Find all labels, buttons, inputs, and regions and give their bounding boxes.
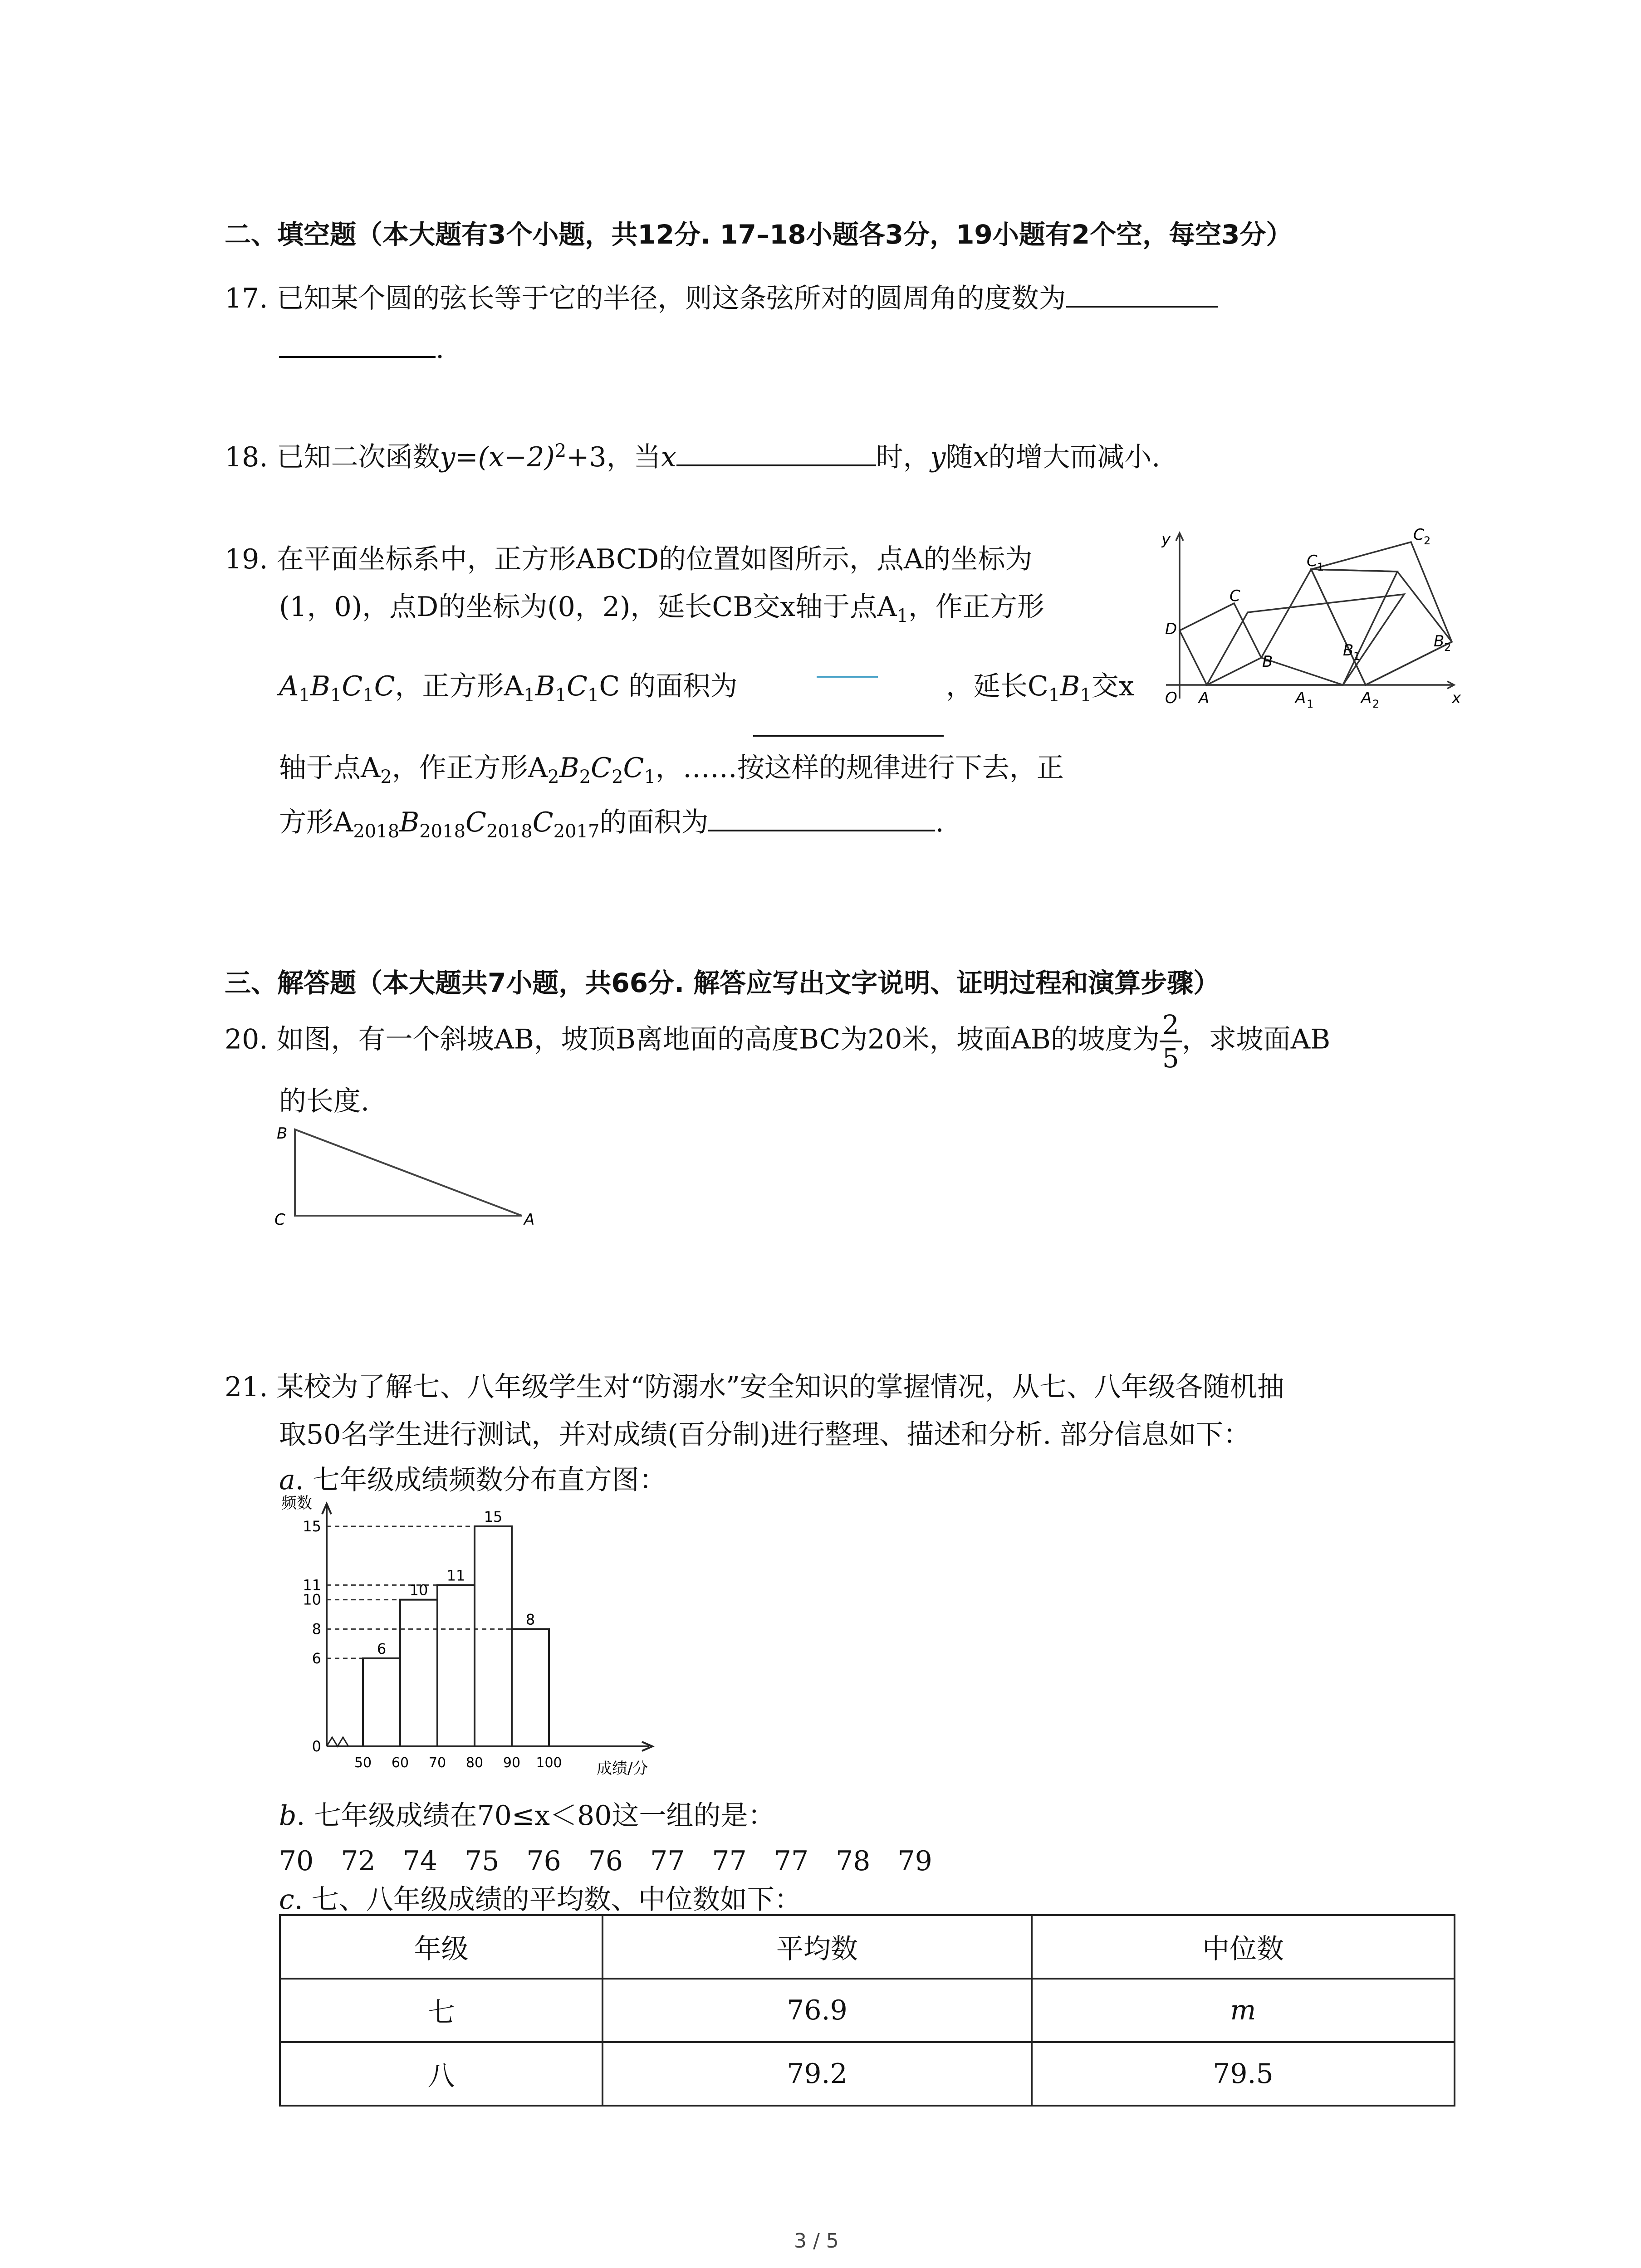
question-21-line2: 取50名学生进行测试，并对成绩(百分制)进行整理、描述和分析. 部分信息如下： — [279, 1419, 1251, 1451]
question-21-line1: 21. 某校为了解七、八年级学生对“防溺水”安全知识的掌握情况，从七、八年级各随机抽 — [225, 1371, 1284, 1403]
q18-blank[interactable] — [676, 437, 876, 466]
histogram-data-label: 15 — [484, 1508, 503, 1525]
histogram-xlabel: 成绩/分 — [597, 1760, 648, 1778]
q19-blank-2[interactable] — [708, 802, 935, 831]
question-21-b: b. 七年级成绩在70≤x＜80这一组的是： — [279, 1800, 775, 1832]
svg-text:B: B — [1343, 641, 1354, 660]
square-ABCD — [1180, 603, 1261, 685]
svg-text:A: A — [1295, 689, 1306, 707]
question-19-line2: (1，0)，点D的坐标为(0，2)，延长CB交x轴于点$A_1$，作正方形 — [279, 591, 1045, 626]
histogram-y-tick: 6 — [312, 1650, 321, 1667]
question-19-line5: 方形$A_{2018}B_{2018}C_{2018}C_{2017}$的面积为 . — [279, 801, 944, 842]
question-20: 20. 如图，有一个斜坡AB，坡顶B离地面的高度BC为20米，坡面AB的坡度为 $\frac{2}{5}$ ，求坡面AB — [225, 1009, 1331, 1074]
table-header: 平均数 — [603, 1915, 1032, 1979]
histogram-x-tick: 80 — [465, 1755, 484, 1771]
question-21-a: a. 七年级成绩频数分布直方图： — [279, 1464, 666, 1496]
section-2-title: 二、填空题（本大题有3个小题，共12分. 17–18小题各3分，19小题有2个空，每空3分） — [225, 219, 1293, 250]
histogram-x-tick: 50 — [354, 1755, 372, 1771]
svg-text:1: 1 — [1307, 698, 1314, 708]
table-cell: 79.2 — [603, 2042, 1032, 2106]
svg-text:2: 2 — [1372, 698, 1380, 708]
q17-number: 17. — [225, 283, 268, 314]
q17-blank-2[interactable] — [279, 329, 436, 358]
svg-text:1: 1 — [1317, 561, 1324, 573]
grade7-histogram — [272, 1492, 681, 1783]
svg-text:C: C — [1230, 587, 1240, 605]
table-header-row — [280, 1915, 1455, 1979]
histogram-bar — [512, 1629, 549, 1746]
question-20-line2: 的长度. — [279, 1085, 370, 1117]
table-header: 中位数 — [1032, 1915, 1455, 1979]
svg-text:A: A — [524, 1211, 535, 1229]
scores-table — [279, 1914, 1455, 2107]
svg-text:C: C — [274, 1211, 285, 1229]
table-row — [280, 2042, 1455, 2106]
histogram-bar — [437, 1585, 475, 1746]
q17-text: 已知某个圆的弦长等于它的半径，则这条弦所对的圆周角的度数为 — [276, 283, 1066, 314]
question-19-line1: 19. 在平面坐标系中，正方形ABCD的位置如图所示，点A的坐标为 — [225, 543, 1033, 575]
table-cell: 79.5 — [1032, 2042, 1455, 2106]
table-cell: 76.9 — [603, 1979, 1032, 2042]
table-cell: 七 — [280, 1979, 603, 2042]
svg-text:O: O — [1165, 689, 1177, 707]
histogram-y-tick: 10 — [303, 1591, 321, 1608]
svg-text:1: 1 — [1353, 650, 1361, 663]
histogram-y-tick: 15 — [303, 1518, 321, 1535]
table-cell: m — [1032, 1979, 1455, 2042]
section-3-title: 三、解答题（本大题共7小题，共66分. 解答应写出文字说明、证明过程和演算步骤） — [225, 968, 1220, 998]
q19-blank-1[interactable] — [753, 735, 944, 737]
table-cell: 八 — [280, 2042, 603, 2106]
table-row — [280, 1979, 1455, 2042]
question-17 — [225, 277, 1218, 316]
histogram-y-tick: 11 — [303, 1576, 321, 1594]
histogram-x-tick: 70 — [428, 1755, 446, 1771]
histogram-bar — [400, 1600, 437, 1746]
q17-blank-1[interactable] — [1066, 279, 1218, 308]
question-19-line4: 轴于点$A_2$，作正方形$A_2B_2C_2C_1$，……按这样的规律进行下去，正 — [279, 752, 1064, 787]
page-number: 3 / 5 — [794, 2229, 839, 2253]
histogram-data-label: 8 — [525, 1611, 535, 1628]
question-19-line3-end: ，延长$C_1B_1$交x — [946, 670, 1134, 706]
histogram-y-tick: 0 — [312, 1738, 321, 1755]
svg-text:x: x — [1452, 689, 1461, 707]
histogram-data-label: 6 — [377, 1640, 387, 1657]
question-18: 18. 已知二次函数$y=(x-2)^2+3$，当x 时，y随x的增大而减小. — [225, 435, 1160, 474]
svg-text:A: A — [1199, 689, 1210, 707]
slope-triangle-figure — [268, 1120, 540, 1238]
square-1 — [1261, 569, 1397, 685]
table-header: 年级 — [280, 1915, 603, 1979]
histogram-x-tick: 60 — [391, 1755, 409, 1771]
histogram-ylabel: 频数 — [281, 1494, 312, 1512]
q19-blank-1-mark — [817, 676, 878, 678]
question-21-b-values: 70 72 74 75 76 76 77 77 77 78 79 — [279, 1845, 932, 1877]
histogram-x-tick: 90 — [503, 1755, 521, 1771]
svg-text:2: 2 — [1444, 641, 1451, 654]
svg-text:A: A — [1361, 689, 1372, 707]
q17-line2: . — [279, 329, 444, 365]
svg-text:B: B — [1434, 632, 1445, 650]
svg-text:D: D — [1165, 620, 1177, 638]
question-19-line3: $A_1B_1C_1C$，正方形$A_1B_1C_1C$ 的面积为 — [279, 670, 738, 706]
svg-text:C: C — [1307, 552, 1318, 570]
svg-text:C: C — [1413, 526, 1424, 544]
q19-square-figure — [1161, 517, 1461, 708]
histogram-x-tick: 100 — [536, 1755, 562, 1771]
histogram-data-label: 11 — [446, 1567, 465, 1584]
svg-text:y: y — [1161, 530, 1171, 548]
slope-fraction: $\frac{2}{5}$ — [1160, 1012, 1182, 1071]
svg-text:B: B — [1262, 653, 1273, 671]
histogram-bar — [363, 1658, 400, 1746]
question-21-c: c. 七、八年级成绩的平均数、中位数如下： — [279, 1884, 802, 1916]
svg-text:B: B — [277, 1124, 288, 1143]
histogram-data-label: 10 — [409, 1581, 428, 1599]
histogram-bar — [475, 1526, 512, 1746]
svg-text:2: 2 — [1424, 534, 1431, 547]
histogram-y-tick: 8 — [312, 1620, 321, 1638]
